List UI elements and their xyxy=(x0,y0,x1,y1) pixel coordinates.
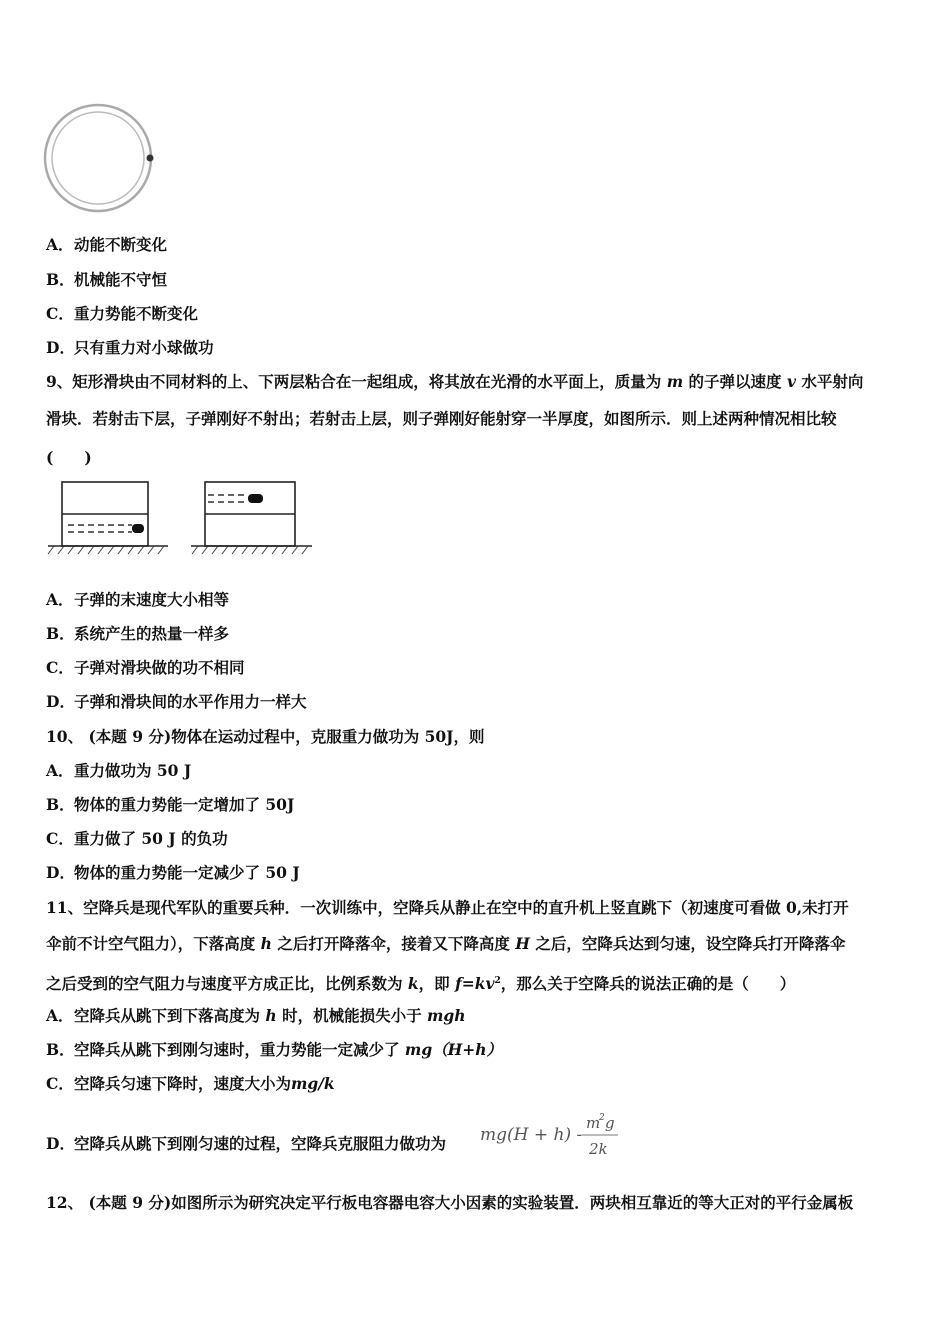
q11-stem-line1: 11、空降兵是现代军队的重要兵种．一次训练中，空降兵从静止在空中的直升机上竖直跳下（初速度可看做 0,未打开 xyxy=(46,898,849,917)
q9-stem-line3: ( ) xyxy=(46,448,92,467)
formula-main: mg(H + h) - xyxy=(480,1125,583,1145)
q11-option-c: C．空降兵匀速下降时，速度大小为mg/k xyxy=(46,1074,335,1093)
q8-option-c: C．重力势能不断变化 xyxy=(46,304,199,323)
q11-option-d: D．空降兵从跳下到刚匀速的过程，空降兵克服阻力做功为 xyxy=(46,1134,447,1153)
formula-numerator-sup: 2 xyxy=(599,1113,605,1123)
q10-option-c: C．重力做了 50 J 的负功 xyxy=(46,829,228,848)
q11-option-a: A．空降兵从跳下到下落高度为 h 时，机械能损失小于 mgh xyxy=(46,1006,466,1025)
q9-stem-line2: 滑块．若射击下层，子弹刚好不射出；若射击上层，则子弹刚好能射穿一半厚度，如图所示．则上述两种情况相比较 xyxy=(46,409,837,428)
q11-option-b: B．空降兵从跳下到刚匀速时，重力势能一定减少了 mg（H+h） xyxy=(46,1040,503,1059)
q10-option-b: B．物体的重力势能一定增加了 50J xyxy=(46,795,295,814)
q12-stem-line1: 12、 (本题 9 分)如图所示为研究决定平行板电容器电容大小因素的实验装置．两块相互靠近的等大正对的平行金属板 xyxy=(46,1193,854,1212)
q9-option-c: C．子弹对滑块做的功不相同 xyxy=(46,658,245,677)
q9-option-a: A．子弹的末速度大小相等 xyxy=(46,590,230,609)
q10-option-a: A．重力做功为 50 J xyxy=(46,761,192,780)
q9-option-d: D．子弹和滑块间的水平作用力一样大 xyxy=(46,692,307,711)
q11-stem-line3: 之后受到的空气阻力与速度平方成正比，比例系数为 k，即 $f=kv^2$，那么关于空降兵的说法正确的是（ ） xyxy=(46,974,796,994)
q11-stem-line2: 伞前不计空气阻力），下落高度 h 之后打开降落伞，接着又下降高度 H 之后，空降兵达到匀速，设空降兵打开降落伞 xyxy=(46,934,846,953)
q10-stem: 10、 (本题 9 分)物体在运动过程中，克服重力做功为 50J，则 xyxy=(46,727,485,746)
ball-icon xyxy=(147,155,154,162)
formula-numerator-m: m xyxy=(586,1114,601,1132)
q8-option-d: D．只有重力对小球做功 xyxy=(46,338,214,357)
work-formula xyxy=(478,1108,628,1162)
q9-stem-line1: 9、矩形滑块由不同材料的上、下两层粘合在一起组成，将其放在光滑的水平面上，质量为 m 的子弹以速度 v 水平射向 xyxy=(46,372,864,391)
formula-numerator-g: g xyxy=(605,1114,615,1132)
bullet-icon xyxy=(132,524,144,533)
bullet-icon xyxy=(248,494,263,503)
q8-option-b: B．机械能不守恒 xyxy=(46,270,168,289)
q9-option-b: B．系统产生的热量一样多 xyxy=(46,624,230,643)
formula-denominator: 2k xyxy=(589,1140,608,1158)
q8-option-a: A．动能不断变化 xyxy=(46,235,168,254)
bullet-block-figure xyxy=(46,478,316,556)
q10-option-d: D．物体的重力势能一定减少了 50 J xyxy=(46,863,300,882)
circular-track-figure xyxy=(42,100,162,218)
